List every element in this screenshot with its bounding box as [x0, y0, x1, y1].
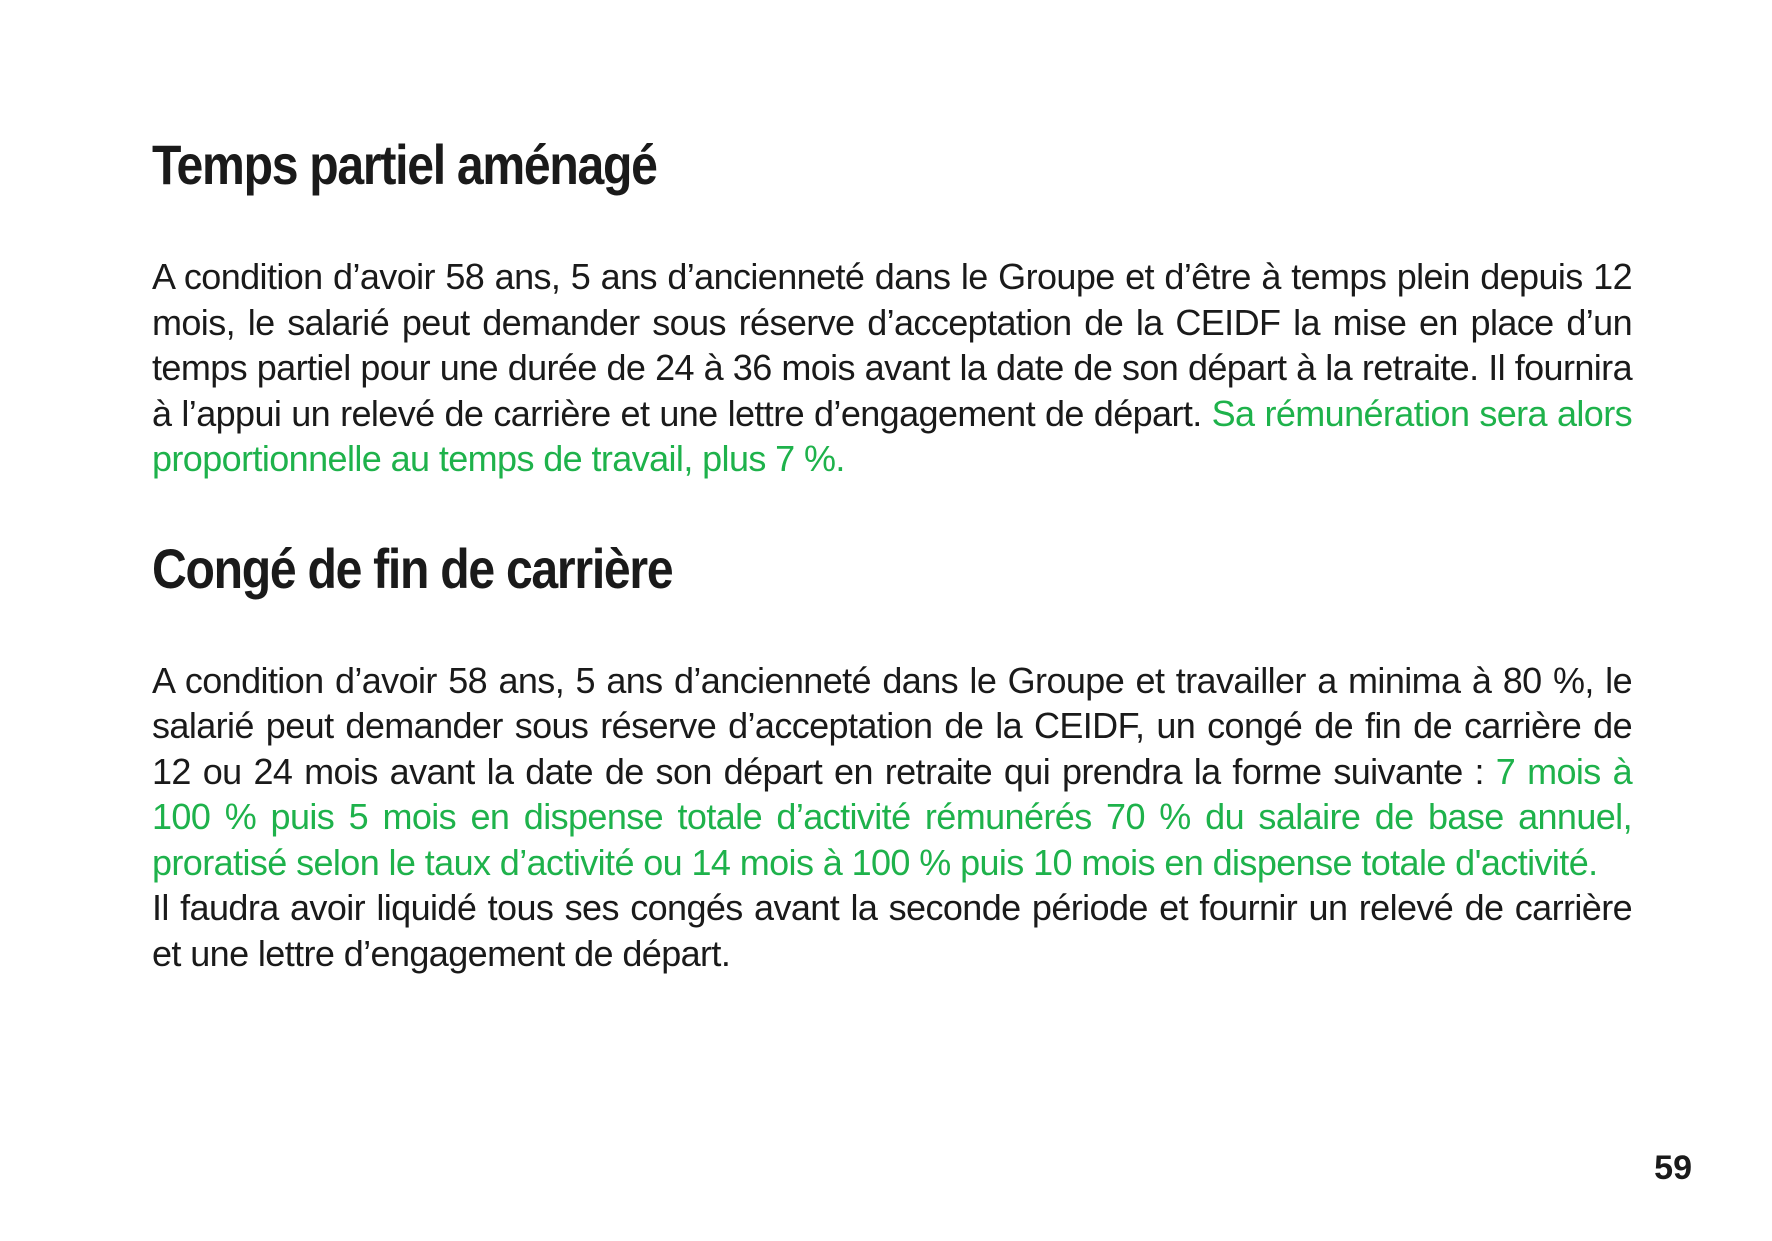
page-content — [152, 130, 1632, 976]
paragraph-text: A condition d’avoir 58 ans, 5 ans d’ancienneté dans le Groupe et d’être à temps plein depuis 12 mois, le salarié peut demander sous réserve d’acceptation de la CEIDF la mise en place d’un temps partiel pour une durée de 24 à 36 mois avant la date de son départ à la retraite. Il fournira à l’appui un relevé de carrière et une lettre d’engagement de départ. — [152, 256, 1632, 434]
page-number: 59 — [1654, 1149, 1692, 1187]
section-title-temps-partiel: Temps partiel aménagé — [152, 133, 657, 196]
paragraph-conge-fin-carriere — [152, 658, 1632, 886]
section-title-conge-fin-carriere: Congé de fin de carrière — [152, 536, 673, 600]
paragraph-conge-conditions: Il faudra avoir liquidé tous ses congés avant la seconde période et fournir un relevé de carrière et une lettre d’engagement de départ. — [152, 887, 1632, 974]
highlighted-conge-terms-text: 7 mois à 100 % puis 5 mois en dispense totale d’activité rémunérés 70 % du salaire de base annuel, proratisé selon le taux d’activité ou 14 mois à 100 % puis 10 mois en dispense totale d'activité. — [152, 750, 1632, 883]
highlighted-remuneration-text: Sa rémunération sera alors proportionnelle au temps de travail, plus 7 %. — [152, 392, 1632, 479]
paragraph-temps-partiel — [152, 254, 1632, 482]
paragraph-text: A condition d’avoir 58 ans, 5 ans d’ancienneté dans le Groupe et travailler a minima à 80 %, le salarié peut demander sous réserve d’acceptation de la CEIDF, un congé de fin de carrière de 12 ou 24 mois avant la date de son départ en retraite qui prendra la forme suivante : — [152, 659, 1632, 792]
